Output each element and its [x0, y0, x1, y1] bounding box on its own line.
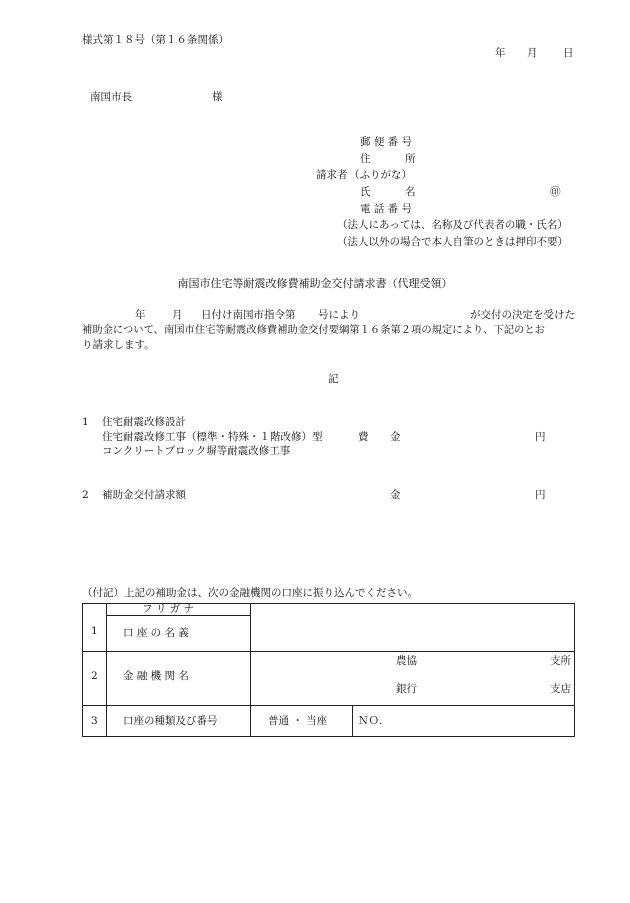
date-day-label: 日 — [563, 47, 574, 59]
addressee-honorific: 様 — [212, 91, 223, 103]
bank-note: （付記）上記の補助金は、次の金融機関の口座に振り込んでください。 — [82, 587, 418, 599]
item1-block-wall: コンクリートブロック塀等耐震改修工事 — [102, 445, 291, 457]
table-row-divider — [82, 705, 575, 706]
phone-label: 電 話 番 号 — [360, 203, 413, 215]
table-row-divider — [82, 651, 575, 652]
body-line-three: り請求します。 — [82, 339, 155, 351]
address-label-first: 住 — [360, 153, 371, 165]
seal-mark: ㊞ — [550, 186, 561, 198]
address-label-second: 所 — [405, 153, 416, 165]
item1-construction: 住宅耐震改修工事（標準・特殊・１階改修）型 — [102, 431, 323, 443]
name-label-second: 名 — [405, 186, 416, 198]
item2-yen: 円 — [535, 489, 546, 501]
furigana-label: （ふりがな） — [349, 169, 412, 181]
account-number-label: ＮＯ. — [358, 715, 383, 727]
name-label-first: 氏 — [360, 186, 371, 198]
table-number-divider — [352, 705, 353, 737]
body-year: 年 — [135, 309, 146, 321]
postal-code-label: 郵 便 番 号 — [360, 136, 413, 148]
table-column-divider — [106, 603, 107, 737]
body-directive-text: 日付け南国市指令第 — [201, 309, 296, 321]
item1-design: 住宅耐震改修設計 — [102, 416, 186, 428]
furigana-header: フ リ ガ ナ — [142, 603, 195, 615]
bank-account-table — [82, 603, 575, 737]
item1-number: 1 — [82, 416, 89, 428]
table-furigana-divider — [106, 615, 250, 616]
item1-cost-label: 費 — [358, 431, 369, 443]
account-holder-label: 口 座 の 名 義 — [123, 627, 189, 639]
ki-heading: 記 — [328, 373, 339, 385]
table-border-bottom — [82, 736, 575, 737]
item2-number: 2 — [82, 489, 89, 501]
shisho-label: 支所 — [550, 655, 571, 667]
account-type-label: 口座の種類及び番号 — [123, 715, 218, 727]
body-month: 月 — [172, 309, 183, 321]
row3-number: 3 — [91, 715, 98, 727]
seal-note: （法人以外の場合で本人自筆のときは押印不要） — [337, 236, 568, 248]
date-year-label: 年 — [495, 47, 506, 59]
institution-label: 金 融 機 関 名 — [123, 670, 189, 682]
document-title: 南国市住宅等耐震改修費補助金交付請求書（代理受領） — [177, 277, 453, 290]
item1-yen: 円 — [535, 431, 546, 443]
shiten-label: 支店 — [550, 683, 571, 695]
addressee-name: 南国市長 — [90, 91, 132, 103]
item2-kin: 金 — [390, 489, 401, 501]
requester-label: 請求者 — [316, 169, 348, 181]
date-month-label: 月 — [527, 47, 538, 59]
account-type-options: 普通 ・ 当座 — [268, 715, 328, 727]
row1-number: 1 — [91, 625, 98, 637]
ginko-label: 銀行 — [396, 683, 417, 695]
nokyo-label: 農協 — [396, 655, 417, 667]
body-number-text: 号により — [318, 309, 360, 321]
form-number: 様式第１８号（第１６条関係） — [82, 34, 229, 46]
body-line-two: 補助金について、南国市住宅等耐震改修費補助金交付要綱第１６条第２項の規定により、下記のとお — [82, 324, 545, 336]
table-border-left — [82, 603, 83, 737]
corporate-note: （法人にあっては、名称及び代表者の職・氏名） — [337, 219, 568, 231]
body-decision-text: が交付の決定を受けた — [470, 309, 575, 321]
row2-number: 2 — [91, 670, 98, 682]
item1-kin: 金 — [390, 431, 401, 443]
table-border-right — [574, 603, 575, 737]
item2-label: 補助金交付請求額 — [102, 489, 186, 501]
table-column-divider — [250, 603, 251, 737]
